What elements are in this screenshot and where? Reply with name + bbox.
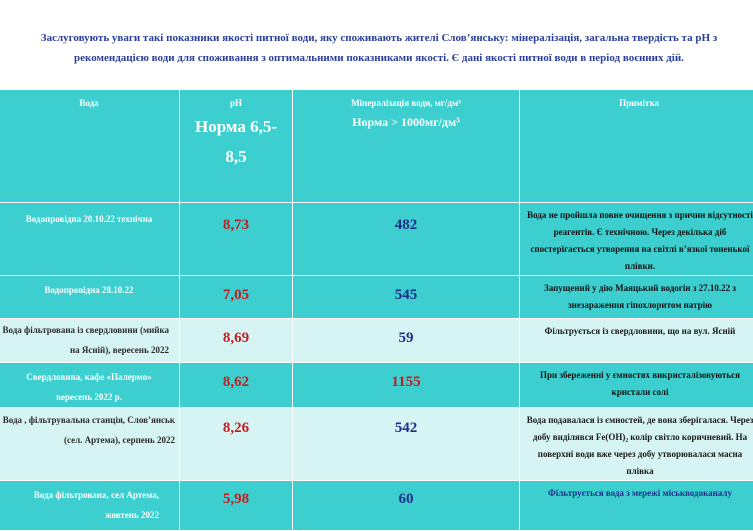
table-row: [0, 319, 753, 363]
cell-ph: 7,05: [180, 276, 293, 319]
intro-paragraph: Заслуговують уваги такі показники якості питної води, яку споживають жителі Слов’янську: мінералізація, загальна твердість та рН з рекомендацією води для споживання з оптимальними показниками якості. Є дані якості питної води в період воєнних дій.: [22, 28, 736, 68]
cell-ph: 8,69: [180, 319, 293, 363]
cell-mineral: 59: [293, 319, 520, 363]
cell-mineral: 1155: [293, 363, 520, 408]
cell-note: При збереженні у ємностях викристалізовуються кристали солі: [520, 363, 753, 408]
cell-ph: 8,26: [180, 408, 293, 481]
table-row: [0, 481, 753, 531]
header-ph: [180, 90, 293, 203]
table-row: [0, 276, 753, 319]
cell-note: Вода не пройшла повне очищення з причин відсутності реагентів. Є технічною. Через декілька діб спостерігається утворення на світлі в’язкої тоненької плівки.: [520, 203, 753, 276]
table-row: [0, 203, 753, 276]
cell-water: Водопровідна 28.10.22: [0, 276, 180, 319]
cell-water: Свердловина, кафе «Палермо» вересень 2022 р.: [0, 363, 180, 408]
cell-note: Фільтрується із свердловини, що на вул. Ясній: [520, 319, 753, 363]
header-ph-title: pH: [180, 98, 292, 108]
cell-ph: 8,73: [180, 203, 293, 276]
table-header-row: [0, 90, 753, 203]
cell-water: Вода фільтрована із свердловини (мийка на Ясній), вересень 2022: [0, 319, 180, 363]
cell-ph: 5,98: [180, 481, 293, 531]
header-mineral-norm: Норма > 1000мг/дм³: [293, 108, 519, 130]
cell-water: Водопровідна 20.10.22 технічна: [0, 203, 180, 276]
header-note: Примітка: [520, 90, 753, 203]
water-quality-table: [0, 89, 753, 531]
cell-note: Вода подавалася із ємностей, де вона зберігалася. Через добу виділявся Fe(OH)₂ колір світло коричневий. На поверхні води вже через добу утворювалася масна плівка: [520, 408, 753, 481]
header-mineralization: [293, 90, 520, 203]
cell-mineral: 482: [293, 203, 520, 276]
cell-mineral: 542: [293, 408, 520, 481]
cell-mineral: 60: [293, 481, 520, 531]
header-water: Вода: [0, 90, 180, 203]
cell-water: Вода фільтрована, сел Артема, жовтень 2022: [0, 481, 180, 531]
header-ph-norm: Норма 6,5-8,5: [180, 108, 292, 172]
cell-mineral: 545: [293, 276, 520, 319]
table-row: [0, 408, 753, 481]
cell-note: Запущений у дію Маяцький водогін з 27.10.22 з знезараження гіпохлоритом натрію: [520, 276, 753, 319]
header-mineral-title: Мінералізація води, мг/дм³: [293, 98, 519, 108]
cell-note: Фільтрується вода з мережі міськводоканалу: [520, 481, 753, 531]
cell-water: Вода , фільтрувальна станція, Слов’янськ (сел. Артема), серпень 2022: [0, 408, 180, 481]
table-row: [0, 363, 753, 408]
cell-ph: 8,62: [180, 363, 293, 408]
